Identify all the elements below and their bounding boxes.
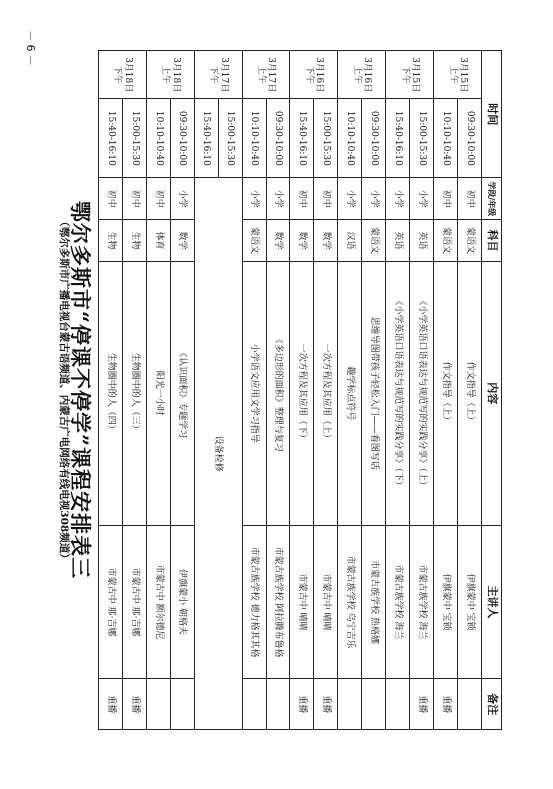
teacher-cell: 伊旗蒙中 宝锁 <box>458 525 482 679</box>
teacher-cell: 伊旗蒙中 宝锁 <box>434 525 458 679</box>
time-cell: 10:10-10:40 <box>146 99 170 178</box>
table-row <box>290 51 314 730</box>
level-cell: 初中 <box>122 178 146 220</box>
subject-cell: 英语 <box>410 220 434 262</box>
subject-cell: 数学 <box>170 220 194 262</box>
content-cell: 作文指导（上） <box>458 261 482 525</box>
teacher-cell: 市蒙古族学校 海兰 <box>386 525 410 679</box>
teacher-cell: 市蒙古族学校 乌宁吉乐 <box>338 525 362 679</box>
teacher-cell: 市蒙古族学校 热格娜 <box>362 525 386 679</box>
content-cell: 《小学英语口语表达与规范写的实践分享》（上） <box>410 261 434 525</box>
teacher-cell: 市蒙古族学校 海兰 <box>410 525 434 679</box>
remark-cell <box>458 679 482 730</box>
remark-cell: 重播 <box>314 679 338 730</box>
table-row <box>242 51 266 730</box>
subject-cell: 蒙语文 <box>458 220 482 262</box>
time-cell: 15:40-16:10 <box>386 99 410 178</box>
time-cell: 09:30-10:00 <box>266 99 290 178</box>
header-level: 学段/年级 <box>482 178 502 220</box>
table-row <box>122 51 146 730</box>
level-cell: 初中 <box>434 178 458 220</box>
date-period-cell: 3月15日 上午 <box>434 51 482 99</box>
level-cell: 初中 <box>314 178 338 220</box>
content-cell: 思维导图带孩子轻松入门——看图写话 <box>362 261 386 525</box>
level-cell: 小学 <box>362 178 386 220</box>
time-cell: 15:40-16:10 <box>290 99 314 178</box>
level-cell: 小学 <box>410 178 434 220</box>
level-cell: 小学 <box>266 178 290 220</box>
remark-cell: 重播 <box>122 679 146 730</box>
table-row <box>218 51 242 730</box>
remark-cell <box>242 679 266 730</box>
content-cell: 作文指导（上） <box>434 261 458 525</box>
time-cell: 15:00-15:30 <box>122 99 146 178</box>
teacher-cell: 市蒙古族学校 德力格其其格 <box>242 525 266 679</box>
subject-cell: 数学 <box>290 220 314 262</box>
table-row <box>146 51 170 730</box>
time-cell: 09:30-10:00 <box>170 99 194 178</box>
content-cell: 阳光一小时 <box>146 261 170 525</box>
content-cell: 生物圈中的人（三） <box>122 261 146 525</box>
subject-cell: 生物 <box>99 220 123 262</box>
teacher-cell: 市蒙古中 那·吉娜 <box>99 525 123 679</box>
level-cell: 初中 <box>99 178 123 220</box>
table-row <box>170 51 194 730</box>
time-cell: 15:40-16:10 <box>194 99 218 178</box>
table-row <box>314 51 338 730</box>
header-subject: 科目 <box>482 220 502 262</box>
remark-cell <box>266 679 290 730</box>
teacher-cell: 伊旗蒙小 朝格夫 <box>170 525 194 679</box>
subject-cell: 生物 <box>122 220 146 262</box>
header-remark: 备注 <box>482 679 502 730</box>
content-cell: 《认识面积》专题学习 <box>170 261 194 525</box>
subject-cell: 英语 <box>386 220 410 262</box>
content-cell: 《小学英语口语表达与规范写的实践分享》（下） <box>386 261 410 525</box>
teacher-cell: 市蒙古中 晴晴 <box>314 525 338 679</box>
date-period-cell: 3月18日 下午 <box>99 51 147 99</box>
subject-cell: 数学 <box>266 220 290 262</box>
content-cell: 小学语文应用文学习指导 <box>242 261 266 525</box>
level-cell: 小学 <box>170 178 194 220</box>
time-cell: 15:00-15:30 <box>218 99 242 178</box>
date-period-cell: 3月16日 下午 <box>290 51 338 99</box>
time-cell: 15:00-15:30 <box>314 99 338 178</box>
level-cell: 小学 <box>338 178 362 220</box>
remark-cell <box>362 679 386 730</box>
time-cell: 09:30-10:00 <box>362 99 386 178</box>
remark-cell <box>386 679 410 730</box>
remark-cell: 重播 <box>99 679 123 730</box>
level-cell: 初中 <box>290 178 314 220</box>
content-cell: 趣学标点符号 <box>338 261 362 525</box>
header-time: 时间 <box>482 51 502 178</box>
remark-cell <box>170 679 194 730</box>
level-cell: 初中 <box>146 178 170 220</box>
level-cell: 小学 <box>386 178 410 220</box>
date-period-cell: 3月17日 下午 <box>194 51 242 99</box>
table-header-row <box>482 51 502 730</box>
remark-cell: 重播 <box>410 679 434 730</box>
level-cell: 初中 <box>458 178 482 220</box>
subject-cell: 体育 <box>146 220 170 262</box>
header-teacher: 主讲人 <box>482 525 502 679</box>
level-cell: 小学 <box>242 178 266 220</box>
content-cell: 生物圈中的人（四） <box>99 261 123 525</box>
time-cell: 10:10-10:40 <box>338 99 362 178</box>
subject-cell: 蒙语文 <box>434 220 458 262</box>
time-cell: 10:10-10:40 <box>434 99 458 178</box>
remark-cell <box>146 679 170 730</box>
document-subtitle: （鄂尔多斯市广播电视台蒙古语频道、内蒙古广电网络有线电视308频道） <box>58 216 70 564</box>
time-cell: 15:40-16:10 <box>99 99 123 178</box>
schedule-table <box>98 50 502 730</box>
teacher-cell: 市蒙古中 额尔德尼 <box>146 525 170 679</box>
table-row <box>266 51 290 730</box>
subject-cell: 蒙语文 <box>362 220 386 262</box>
remark-cell: 重播 <box>290 679 314 730</box>
remark-cell <box>338 679 362 730</box>
subject-cell: 汉语 <box>338 220 362 262</box>
date-period-cell: 3月17日 上午 <box>242 51 290 99</box>
content-cell: 《多边形的面积》整理与复习 <box>266 261 290 525</box>
teacher-cell: 市蒙古族学校 阿拉腾布鲁格 <box>266 525 290 679</box>
remark-cell: 重播 <box>434 679 458 730</box>
teacher-cell: 市蒙古中 晴晴 <box>290 525 314 679</box>
content-cell: 一次方程及其应用（上） <box>314 261 338 525</box>
table-row <box>338 51 362 730</box>
teacher-cell: 市蒙古中 那·吉娜 <box>122 525 146 679</box>
subject-cell: 数学 <box>314 220 338 262</box>
table-row <box>410 51 434 730</box>
date-period-cell: 3月15日 下午 <box>386 51 434 99</box>
table-row <box>458 51 482 730</box>
table-row <box>99 51 123 730</box>
table-row <box>386 51 410 730</box>
date-period-cell: 3月18日 上午 <box>146 51 194 99</box>
time-cell: 10:10-10:40 <box>242 99 266 178</box>
time-cell: 09:30-10:00 <box>458 99 482 178</box>
content-cell: 一次方程及其应用（下） <box>290 261 314 525</box>
time-cell: 15:00-15:30 <box>410 99 434 178</box>
table-row <box>362 51 386 730</box>
table-row <box>434 51 458 730</box>
subject-cell: 蒙语文 <box>242 220 266 262</box>
page-number: － 6 － <box>24 30 37 66</box>
header-content: 内容 <box>482 261 502 525</box>
maintenance-cell: 设备检修 <box>194 178 242 730</box>
document-title: 鄂尔多斯市“停课不停学”课程安排表三 <box>68 200 93 580</box>
date-period-cell: 3月16日 上午 <box>338 51 386 99</box>
